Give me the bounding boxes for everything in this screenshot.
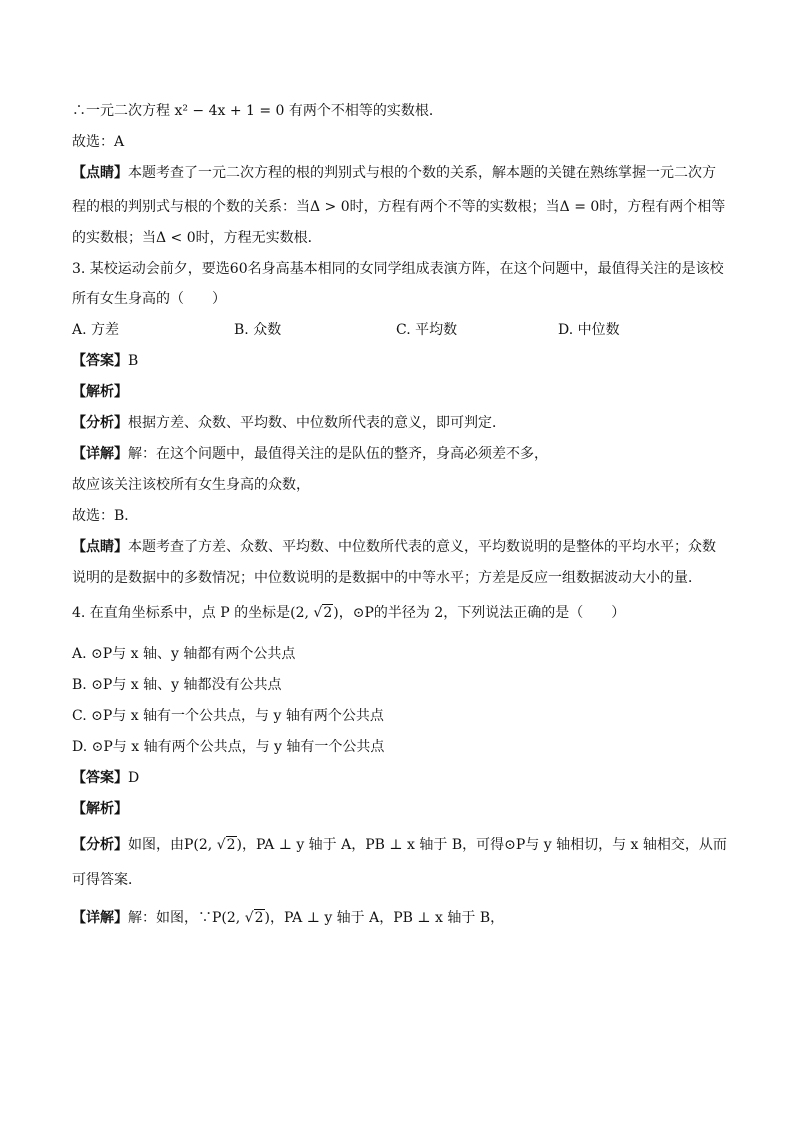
question-3-stem-2: 所有女生身高的（ ） <box>72 291 226 307</box>
dianjing-text-3: 的实数根；当Δ < 0时，方程无实数根． <box>72 230 322 246</box>
question-4-stem: 4. 在直角坐标系中，点 P 的坐标是(2, √2)，⊙P的半径为 2，下列说法正确的是（ ） <box>72 605 626 621</box>
q3-answer-value: B <box>128 353 139 369</box>
q4-coord-open: (2, <box>290 605 314 621</box>
q3-jiexi-line <box>72 382 732 402</box>
q3-option-a: A. 方差 <box>72 322 120 338</box>
q3-xiangjie-text-2: 故应该关注该校所有女生身高的众数， <box>72 477 310 493</box>
xiangjie-label: 【详解】 <box>72 446 128 462</box>
q3-choice-line: 故选：B． <box>72 508 139 524</box>
q4-xiangjie-close: ) <box>264 910 271 926</box>
q4-answer-value: D <box>128 770 140 786</box>
jiexi-label: 【解析】 <box>72 384 128 400</box>
q4-fenxi-text-a: 如图，由 <box>128 837 184 853</box>
q4-stem-end: 的半径为 2，下列说法正确的是（ ） <box>373 605 626 621</box>
q4-circle-p: ，⊙P <box>338 605 374 621</box>
fenxi-label: 【分析】 <box>72 415 128 431</box>
q3-xiangjie-text: 解：在这个问题中，最值得关注的是队伍的整齐，身高必须差不多， <box>128 446 548 462</box>
q3-dianjing-text-2: 说明的是数据中的多数情况；中位数说明的是数据中的中等水平；方差是反应一组数据波动大小的量． <box>72 570 702 586</box>
answer-label-2: 【答案】 <box>72 770 128 786</box>
q4-xiangjie-text-b: ，PA ⊥ y 轴于 A，PB ⊥ x 轴于 B， <box>270 910 505 926</box>
choice-line-a: 故选：A <box>72 134 125 150</box>
jiexi-label-2: 【解析】 <box>72 801 128 817</box>
conclusion-line: ∴一元二次方程 x² − 4x + 1 = 0 有两个不相等的实数根． <box>72 103 443 119</box>
q4-xiangjie-point: P(2, <box>212 910 245 926</box>
q3-option-b: B. 众数 <box>234 322 282 338</box>
q4-fenxi-text-2: 可得答案． <box>72 872 142 888</box>
q4-option-c: C. ⊙P与 x 轴有一个公共点，与 y 轴有两个公共点 <box>72 708 384 724</box>
dianjing-text-2: 程的根的判别式与根的个数的关系：当Δ > 0时，方程有两个不等的实数根；当Δ = 0时，方程有两个相等 <box>72 199 726 215</box>
q4-xiangjie-sqrt: 2 <box>254 910 264 926</box>
q3-option-c: C. 平均数 <box>396 322 458 338</box>
dianjing-text-1: 本题考查了一元二次方程的根的判别式与根的个数的关系，解本题的关键在熟练掌握一元二次方 <box>128 165 716 181</box>
q4-fenxi-line: 【分析】如图，由P(2, √2)，PA ⊥ y 轴于 A，PB ⊥ x 轴于 B，可得⊙P与 y 轴相切，与 x 轴相交，从而 <box>72 837 727 853</box>
q3-dianjing-text-1: 本题考查了方差、众数、平均数、中位数所代表的意义，平均数说明的是整体的平均水平；众数 <box>128 539 716 555</box>
q4-sqrt-value: 2 <box>323 605 333 621</box>
answer-label: 【答案】 <box>72 353 128 369</box>
q4-fenxi-sqrt: 2 <box>226 837 236 853</box>
q4-stem-start: 4. 在直角坐标系中，点 P 的坐标是 <box>72 605 291 621</box>
q4-fenxi-text-b: ，PA ⊥ y 轴于 A，PB ⊥ x 轴于 B，可得⊙P与 y 轴相切，与 x 轴相交，从而 <box>242 837 727 853</box>
fenxi-label-2: 【分析】 <box>72 837 128 853</box>
q3-fenxi-line <box>72 413 732 433</box>
q3-fenxi-text: 根据方差、众数、平均数、中位数所代表的意义，即可判定． <box>128 415 506 431</box>
dianjing-label: 【点睛】 <box>72 165 128 181</box>
q4-option-b: B. ⊙P与 x 轴、y 轴都没有公共点 <box>72 677 282 693</box>
q4-xiangjie-text-a: 解：如图，∵ <box>128 910 212 926</box>
q4-fenxi-point: P(2, <box>184 837 217 853</box>
q3-dianjing-line <box>72 537 732 557</box>
xiangjie-label-2: 【详解】 <box>72 910 128 926</box>
q4-option-a: A. ⊙P与 x 轴、y 轴都有两个公共点 <box>72 646 296 662</box>
dianjing-label-2: 【点睛】 <box>72 539 128 555</box>
q4-coord-close: ) <box>333 605 339 621</box>
q3-answer-line <box>72 351 732 371</box>
question-3-stem: 3. 某校运动会前夕，要选60名身高基本相同的女同学组成表演方阵，在这个问题中，最值得关注的是该校 <box>72 261 724 277</box>
q4-answer-line <box>72 768 732 788</box>
q3-xiangjie-line <box>72 444 732 464</box>
q4-fenxi-close: ) <box>236 837 243 853</box>
dianjing-paragraph-1 <box>72 163 732 183</box>
q3-option-d: D. 中位数 <box>558 322 620 338</box>
q4-jiexi-line <box>72 799 732 819</box>
q4-option-d: D. ⊙P与 x 轴有两个公共点，与 y 轴有一个公共点 <box>72 739 385 755</box>
q4-xiangjie-line: 【详解】解：如图，∵P(2, √2)，PA ⊥ y 轴于 A，PB ⊥ x 轴于 B， <box>72 910 505 926</box>
